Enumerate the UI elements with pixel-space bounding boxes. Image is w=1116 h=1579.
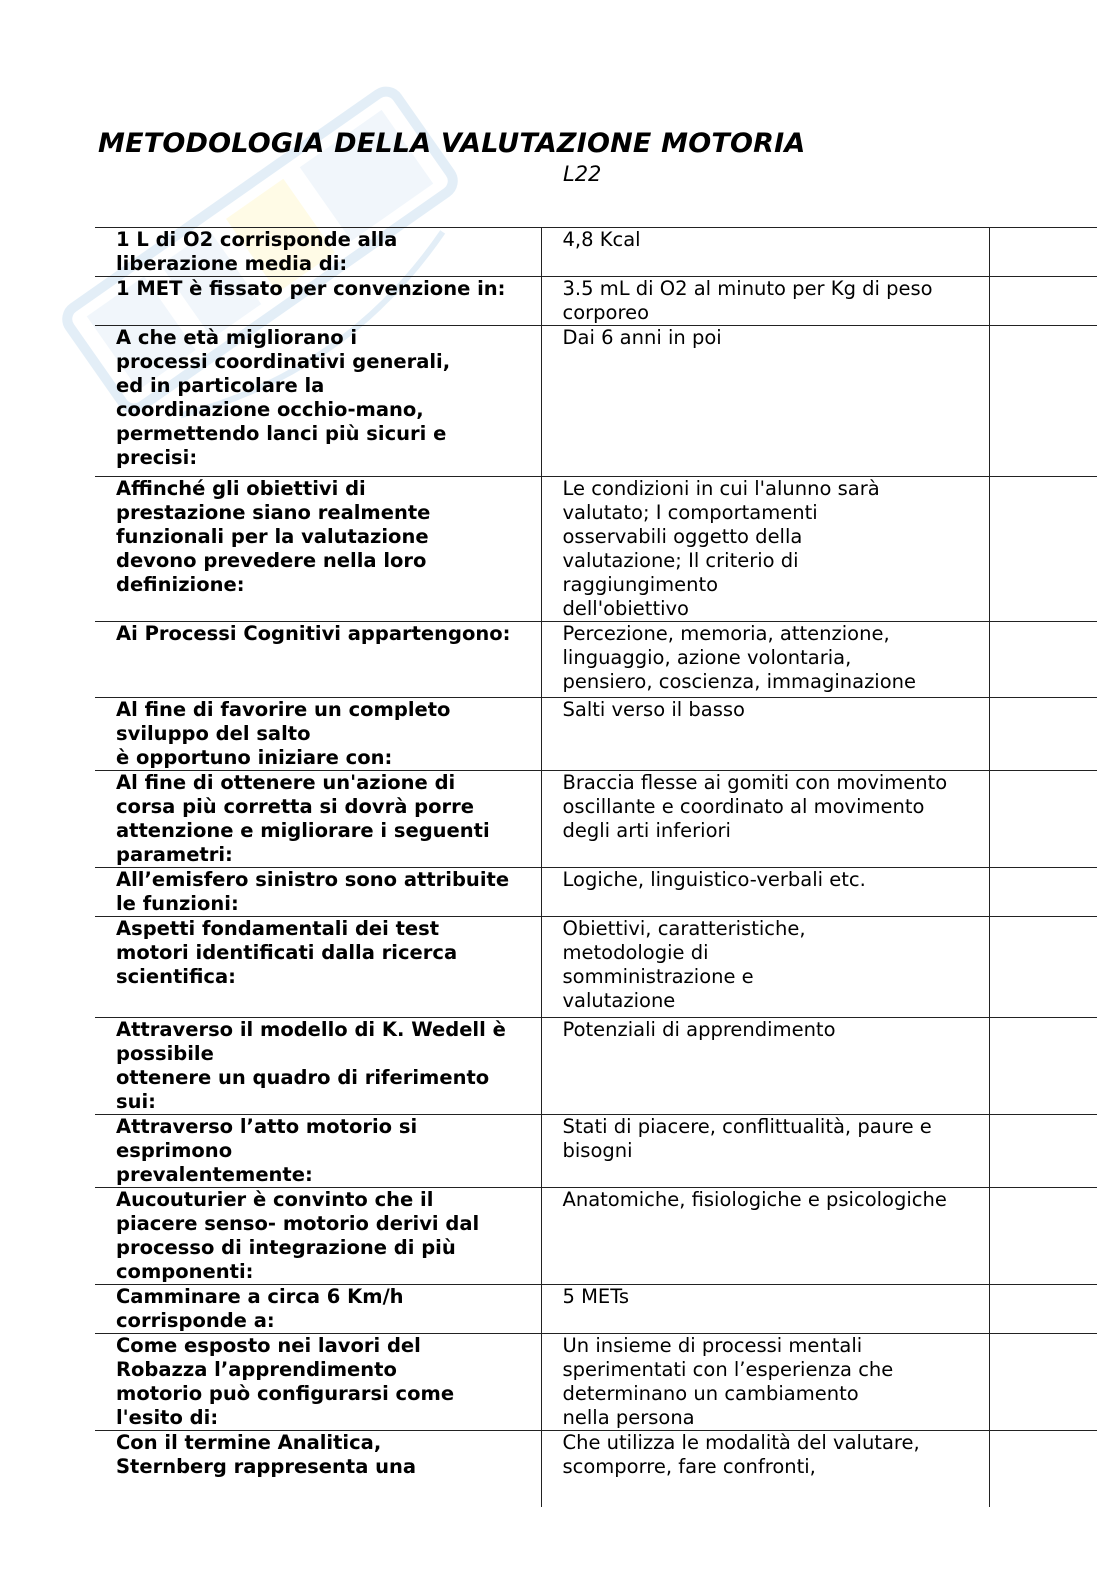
question-text: 1 L di O2 corrisponde alla liberazione media di: <box>116 228 398 275</box>
empty-cell <box>989 228 1097 277</box>
answer-cell <box>541 698 989 771</box>
question-text: Al fine di favorire un completo sviluppo del salto è opportuno iniziare con: <box>116 698 451 769</box>
question-cell <box>95 1188 541 1285</box>
question-cell <box>95 1431 541 1507</box>
question-cell <box>95 228 541 277</box>
table-row <box>95 1334 1097 1431</box>
answer-text: Stati di piacere, conflittualità, paure e bisogni <box>562 1115 932 1162</box>
document-subtitle: L22 <box>563 162 602 186</box>
question-text: Come esposto nei lavori del Robazza l’apprendimento motorio può configurarsi come l'esito di: <box>116 1334 455 1429</box>
table-row <box>95 1431 1097 1507</box>
question-text: Ai Processi Cognitivi appartengono: <box>116 622 511 645</box>
answer-cell <box>541 277 989 326</box>
question-text: Attraverso il modello di K. Wedell è possibile ottenere un quadro di riferimento sui: <box>116 1018 506 1113</box>
question-text: Aspetti fondamentali dei test motori identificati dalla ricerca scientifica: <box>116 917 458 988</box>
answer-cell <box>541 622 989 698</box>
question-text: Con il termine Analitica, Sternberg rappresenta una <box>116 1431 417 1478</box>
question-cell <box>95 326 541 477</box>
answer-cell <box>541 1431 989 1507</box>
question-cell <box>95 771 541 868</box>
table-row <box>95 326 1097 477</box>
question-cell <box>95 277 541 326</box>
question-text: A che età migliorano i processi coordinativi generali, ed in particolare la coordinazione occhio-mano, permettendo lanci più sicuri e precisi: <box>116 326 451 469</box>
empty-cell <box>989 771 1097 868</box>
empty-cell <box>989 1115 1097 1188</box>
empty-cell <box>989 1431 1097 1507</box>
question-text: Al fine di ottenere un'azione di corsa più corretta si dovrà porre attenzione e migliorare i seguenti parametri: <box>116 771 490 866</box>
answer-cell <box>541 1188 989 1285</box>
answer-text: 5 METs <box>562 1285 630 1308</box>
question-text: Aucouturier è convinto che il piacere senso- motorio derivi dal processo di integrazione di più componenti: <box>116 1188 480 1283</box>
empty-cell <box>989 698 1097 771</box>
answer-cell <box>541 477 989 622</box>
empty-cell <box>989 326 1097 477</box>
empty-cell <box>989 622 1097 698</box>
answer-cell <box>541 917 989 1018</box>
qa-table <box>95 227 1097 1507</box>
empty-cell <box>989 868 1097 917</box>
question-cell <box>95 1334 541 1431</box>
table-row <box>95 228 1097 277</box>
table-row <box>95 1115 1097 1188</box>
question-text: Camminare a circa 6 Km/h corrisponde a: <box>116 1285 404 1332</box>
answer-text: Obiettivi, caratteristiche, metodologie di somministrazione e valutazione <box>562 917 806 1012</box>
answer-cell <box>541 1115 989 1188</box>
answer-text: Dai 6 anni in poi <box>562 326 722 349</box>
answer-text: Percezione, memoria, attenzione, linguaggio, azione volontaria, pensiero, coscienza, immaginazione <box>562 622 917 693</box>
table-row <box>95 1188 1097 1285</box>
answer-text: Braccia flesse ai gomiti con movimento oscillante e coordinato al movimento degli arti inferiori <box>562 771 948 842</box>
table-row <box>95 277 1097 326</box>
table-row <box>95 622 1097 698</box>
question-cell <box>95 1285 541 1334</box>
question-cell <box>95 1115 541 1188</box>
answer-text: Logiche, linguistico-verbali etc. <box>562 868 866 891</box>
question-cell <box>95 917 541 1018</box>
answer-text: Le condizioni in cui l'alunno sarà valutato; I comportamenti osservabili oggetto della valutazione; Il criterio di raggiungimento dell'obiettivo <box>562 477 880 620</box>
table-row <box>95 477 1097 622</box>
answer-cell <box>541 228 989 277</box>
question-text: Attraverso l’atto motorio si esprimono prevalentemente: <box>116 1115 418 1186</box>
empty-cell <box>989 1334 1097 1431</box>
table-row <box>95 917 1097 1018</box>
empty-cell <box>989 1285 1097 1334</box>
answer-text: Salti verso il basso <box>562 698 745 721</box>
table-row <box>95 1285 1097 1334</box>
answer-cell <box>541 1285 989 1334</box>
table-row <box>95 698 1097 771</box>
empty-cell <box>989 477 1097 622</box>
table-row <box>95 771 1097 868</box>
empty-cell <box>989 1018 1097 1115</box>
empty-cell <box>989 1188 1097 1285</box>
answer-text: 3.5 mL di O2 al minuto per Kg di peso corporeo <box>562 277 933 324</box>
question-cell <box>95 477 541 622</box>
table-row <box>95 868 1097 917</box>
question-text: 1 MET è fissato per convenzione in: <box>116 277 506 300</box>
answer-cell <box>541 326 989 477</box>
question-cell <box>95 868 541 917</box>
question-text: Affinché gli obiettivi di prestazione siano realmente funzionali per la valutazione devono prevedere nella loro definizione: <box>116 477 431 596</box>
answer-cell <box>541 1018 989 1115</box>
answer-text: Che utilizza le modalità del valutare, scomporre, fare confronti, <box>562 1431 920 1478</box>
answer-cell <box>541 1334 989 1431</box>
question-cell <box>95 1018 541 1115</box>
question-cell <box>95 698 541 771</box>
answer-text: Anatomiche, fisiologiche e psicologiche <box>562 1188 947 1211</box>
answer-text: Potenziali di apprendimento <box>562 1018 836 1041</box>
question-cell <box>95 622 541 698</box>
answer-text: Un insieme di processi mentali sperimentati con l’esperienza che determinano un cambiamento nella persona <box>562 1334 894 1429</box>
table-row <box>95 1018 1097 1115</box>
empty-cell <box>989 917 1097 1018</box>
question-text: All’emisfero sinistro sono attribuite le funzioni: <box>116 868 510 915</box>
empty-cell <box>989 277 1097 326</box>
answer-text: 4,8 Kcal <box>562 228 641 251</box>
answer-cell <box>541 868 989 917</box>
document-title: METODOLOGIA DELLA VALUTAZIONE MOTORIA <box>98 128 806 159</box>
answer-cell <box>541 771 989 868</box>
